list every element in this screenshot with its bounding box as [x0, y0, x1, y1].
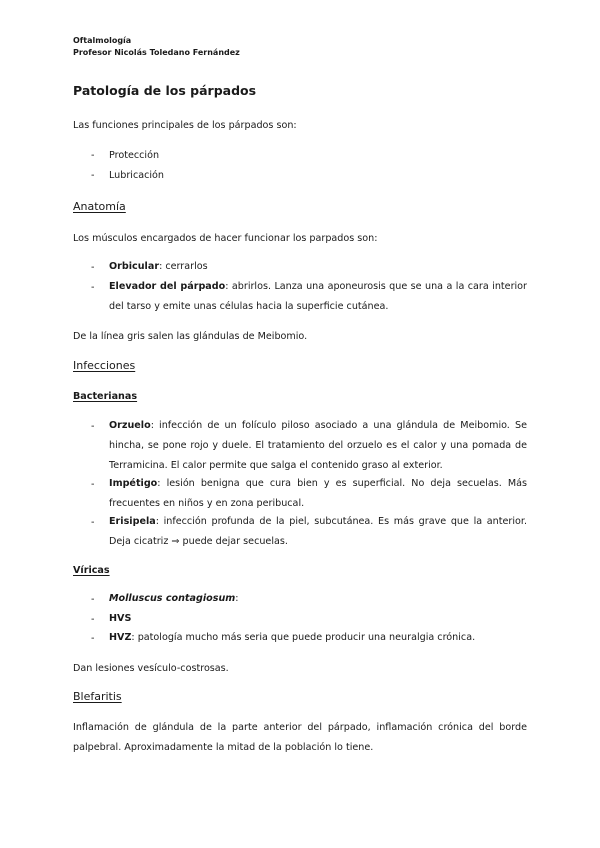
anatomia-note: De la línea gris salen las glándulas de Meibomio. — [73, 331, 308, 342]
bullet-dash: - — [91, 517, 95, 528]
bullet-dash: - — [91, 614, 95, 625]
description: : abrirlos. Lanza una aponeurosis que se una a la cara interior del tarso y emite unas células hacia la superficie cutánea. — [109, 281, 527, 312]
section-heading-anatomia: Anatomía — [73, 200, 126, 213]
intro-text: Las funciones principales de los párpados son: — [73, 120, 297, 131]
bullet-dash: - — [91, 594, 95, 605]
list-item-orbicular — [109, 257, 527, 277]
description: : lesión benigna que cura bien y es superficial. No deja secuelas. Más frecuentes en niños y en zona peribucal. — [109, 478, 527, 509]
section-heading-blefaritis: Blefaritis — [73, 690, 122, 703]
section-heading-infecciones: Infecciones — [73, 359, 136, 372]
list-item-hvs — [109, 609, 527, 629]
description: : infección de un folículo piloso asociado a una glándula de Meibomio. Se hincha, se pone rojo y duele. El tratamiento del orzuelo es el calor y una pomada de Terramicina. El calor permite que salga el contenido graso al exterior. — [109, 420, 527, 471]
list-item-molluscus — [109, 589, 527, 609]
term: Elevador del párpado — [109, 281, 226, 292]
term: Erisipela — [109, 516, 156, 527]
viricas-note: Dan lesiones vesículo-costrosas. — [73, 663, 229, 674]
term: Molluscus contagiosum — [109, 593, 236, 604]
bullet-dash: - — [91, 282, 95, 293]
header-professor: Profesor Nicolás Toledano Fernández — [73, 48, 240, 57]
header-subject: Oftalmología — [73, 36, 132, 45]
bullet-dash: - — [91, 262, 95, 273]
anatomia-text: Los músculos encargados de hacer funcionar los parpados son: — [73, 233, 378, 244]
bullet-dash: - — [91, 479, 95, 490]
term: Orzuelo — [109, 420, 151, 431]
description: : infección profunda de la piel, subcutánea. Es más grave que la anterior. Deja cicatriz ⇒ puede dejar secuelas. — [109, 516, 527, 547]
term: HVS — [109, 613, 132, 624]
bullet-dash: - — [91, 150, 95, 161]
blefaritis-text: Inflamación de glándula de la parte anterior del párpado, inflamación crónica del borde palpebral. Aproximadamente la mitad de la población lo tiene. — [73, 722, 527, 753]
term: Impétigo — [109, 478, 158, 489]
bullet-dash: - — [91, 170, 95, 181]
list-item-hvz — [109, 628, 527, 648]
bullet-dash: - — [91, 633, 95, 644]
subheading-bacterianas: Bacterianas — [73, 391, 138, 402]
bullet-dash: - — [91, 421, 95, 432]
term: HVZ — [109, 632, 132, 643]
list-item-erisipela — [109, 512, 527, 552]
list-item-elevador — [109, 277, 527, 317]
description: : — [235, 593, 239, 604]
list-item-impetigo — [109, 474, 527, 514]
intro-item-proteccion: Protección — [109, 150, 160, 161]
subheading-viricas: Víricas — [73, 565, 110, 576]
description: : patología mucho más seria que puede producir una neuralgia crónica. — [131, 632, 476, 643]
description: : cerrarlos — [159, 261, 208, 272]
page-title: Patología de los párpados — [73, 83, 257, 98]
list-item-orzuelo — [109, 416, 527, 476]
intro-item-lubricacion: Lubricación — [109, 170, 164, 181]
term: Orbicular — [109, 261, 160, 272]
